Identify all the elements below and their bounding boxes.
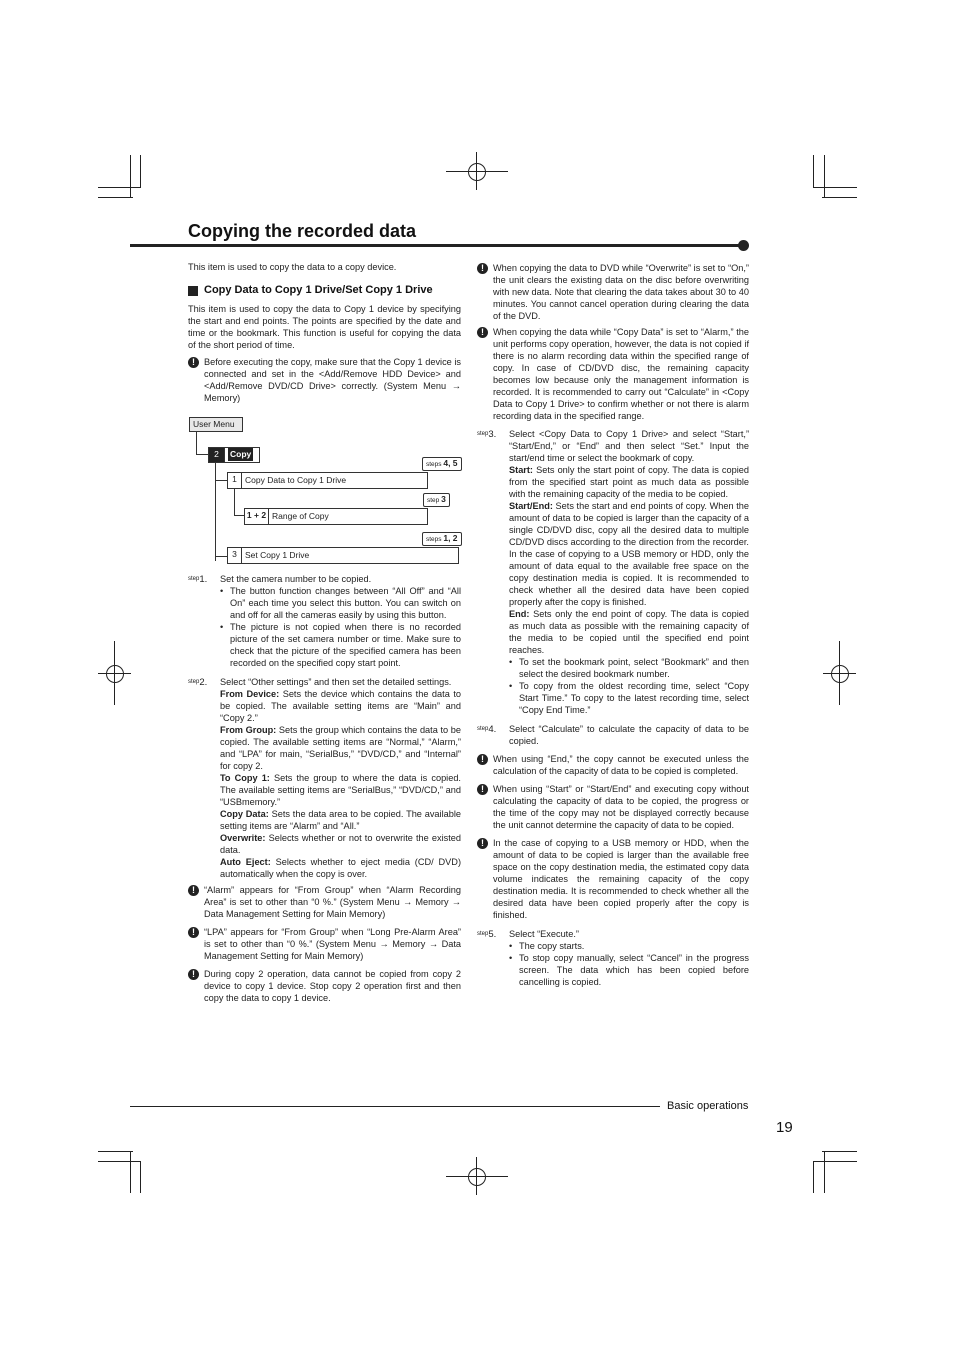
page-number: 19 bbox=[776, 1119, 793, 1136]
steps-4-5-tag: steps 4, 5 bbox=[422, 457, 462, 471]
tree-line bbox=[215, 462, 216, 561]
registration-mark bbox=[468, 1168, 486, 1186]
note-lpa: ! “LPA” appears for “From Group” when “Long Pre-Alarm Area” is set to other than “0 %.” (System Menu → Memory → Data Management Setting for Main Memory) bbox=[188, 926, 461, 962]
caution-icon: ! bbox=[188, 357, 199, 368]
crop-mark bbox=[98, 197, 133, 198]
overwrite-desc: Overwrite: Selects whether or not to overwrite the existed data. bbox=[220, 833, 461, 855]
menu-item-copy-data: 1 Copy Data to Copy 1 Drive bbox=[227, 472, 428, 489]
note-end: ! When using “End,” the copy cannot be executed unless the calculation of the capacity of data to be copied is completed. bbox=[477, 753, 749, 777]
square-bullet-icon bbox=[188, 286, 198, 296]
caution-icon: ! bbox=[477, 838, 488, 849]
page-title: Copying the recorded data bbox=[188, 221, 417, 241]
step-1-label: $^{step}$1. bbox=[188, 574, 208, 585]
steps-1-2-tag: steps 1, 2 bbox=[422, 532, 462, 546]
registration-mark bbox=[106, 665, 124, 683]
section-body: This item is used to copy the data to Copy 1 device by specifying the start and end points. The points are specified by the date and time or the bookmark. This function is useful for copying the data of the short period of time. bbox=[188, 304, 461, 350]
left-column-top bbox=[188, 261, 461, 404]
tree-line bbox=[196, 454, 208, 455]
right-column bbox=[477, 262, 749, 988]
step-3: $^{step}$3. Select <Copy Data to Copy 1 Drive> and select “Start,” “Start/End,” or “End” and then select “Set.” Input the start/end time or select the bookmark of copy. Start: Sets only the start point of copy. The data is copied from the specified start point as much data as possible with the remaining capacity of the media to be copied. Start/End: Sets the start and end points of copy. When the amount of data to be copied is larger than the capacity of a single CD/DVD disc, copy all the desired data to multiple CD/DVD discs according to the direction from the recorder. In the case of copying to a USB memory or HDD, only the amount of data equal to the available free space on the copy destination media is copied. It is recommended to check whether all the desired data have been copied properly after the copy is finished. End: Sets only the end point of copy. The data is copied as much data as possible with the remaining capacity of the media to be copied until the specified end point reaches. • To set the bookmark point, select “Bookmark” and then select the desired bookmark number. • To copy from the oldest recording time, select “Copy Start Time.” To copy to the latest recording time, select “Copy End Time.” bbox=[477, 428, 749, 716]
tree-line bbox=[215, 480, 227, 481]
from-group-desc: From Group: Sets the group which contains the data to be copied. The available setting items are “Normal,” “Alarm,” and “LPA” for main, “SerialBus,” “DVD/CD,” and “Internal” for copy 2. bbox=[220, 725, 461, 771]
registration-mark bbox=[839, 641, 840, 705]
intro-text: This item is used to copy the data to a copy device. bbox=[188, 262, 397, 272]
note-before-copy: ! Before executing the copy, make sure that the Copy 1 device is connected and set in the <Add/Remove HDD Device> and <Add/Remove DVD/CD Drive> correctly. (System Menu → Memory) bbox=[188, 356, 461, 404]
menu-item-set-copy-drive: 3 Set Copy 1 Drive bbox=[227, 547, 459, 564]
crop-mark bbox=[822, 197, 857, 198]
step-4: $^{step}$4. Select “Calculate” to calculate the capacity of data to be copied. bbox=[477, 724, 749, 746]
step-1-bullets: • The button function changes between “All Off” and “All On” each time you select this button. You can switch on and off for all the cameras easily by using this button. • The picture is not copied when there is no recorded picture of the set camera number or time. Make sure to check that the picture of the specified camera has been recorded on the specified copy start point. bbox=[220, 585, 461, 669]
crop-mark bbox=[813, 187, 857, 188]
crop-mark bbox=[98, 1161, 141, 1162]
crop-mark bbox=[822, 1151, 857, 1152]
step-5-label: $^{step}$5. bbox=[477, 929, 497, 940]
note-usb: ! In the case of copying to a USB memory or HDD, when the amount of data to be copied is larger than the available free space on the copy destination media, the estimated copy data volume indicates the remaining capacity of the copy destination media. It is recommended to check whether all the desired data have been copied properly after the copy is finished. bbox=[477, 837, 749, 921]
registration-mark bbox=[114, 641, 115, 705]
title-rule bbox=[130, 244, 742, 247]
title-dot bbox=[738, 240, 749, 251]
registration-mark bbox=[468, 163, 486, 181]
menu-item-number: 1 + 2 bbox=[245, 509, 269, 524]
menu-copy-label: Copy bbox=[230, 449, 252, 459]
note-alarm-copy: ! When copying the data while “Copy Data” is set to “Alarm,” the unit performs copy operation, however, the data is not copied if there is no alarm recording data within the specified range of copy. In case of CD/DVD disc, the remaining capacity becomes low because only the management information is recorded. It is recommended to carry out “Calculate” in <Copy Data to Copy 1 Drive> to confirm whether or not there is alarm recording data in the specified range. bbox=[477, 326, 749, 422]
caution-icon: ! bbox=[477, 327, 488, 338]
menu-item-number: 1 bbox=[228, 473, 242, 488]
footer-rule bbox=[130, 1106, 660, 1107]
step-1: $^{step}$1. Set the camera number to be copied. • The button function changes between “All Off” and “All On” each time you select this button. You can switch on and off for all the cameras easily by using this button. • The picture is not copied when there is no recorded picture of the set camera number or time. Make sure to check that the picture of the specified camera has been recorded on the specified copy start point. bbox=[188, 573, 461, 669]
crop-mark bbox=[140, 1161, 141, 1193]
note-alarm: ! “Alarm” appears for “From Group” when “Alarm Recording Area” is set to other than “0 %.” (System Menu → Memory → Data Management Setting for Main Memory) bbox=[188, 884, 461, 920]
registration-mark bbox=[476, 152, 477, 190]
note-start: ! When using “Start” or “Start/End” and executing copy without calculating the capacity of data to be copied, the progress or the time of the copy may not be displayed correctly because the unit cannot determine the capacity of data to be copied. bbox=[477, 783, 749, 831]
step-2: $^{step}$2. Select “Other settings” and then set the detailed settings. From Device: Sets the device which contains the data to be copied. The available setting items are “Main” and “Copy 2.” From Group: Sets the group which contains the data to be copied. The available setting items are “Normal,” “Alarm,” and “LPA” for main, “SerialBus,” “DVD/CD,” and “Internal” for copy 2. To Copy 1: Sets the group to where the data is copied. The available setting items are “SerialBus,” “DVD/CD,” and “USBmemory.” Copy Data: Sets the data area to be copied. The available setting items are “Alarm” and “All.” Overwrite: Selects whether or not to overwrite the existed data. Auto Eject: Selects whether to eject media (CD/ DVD) automatically when the copy is over. bbox=[188, 677, 461, 879]
from-device-desc: From Device: Sets the device which contains the data to be copied. The available setting items are “Main” and “Copy 2.” bbox=[220, 689, 461, 723]
crop-mark bbox=[130, 155, 131, 198]
auto-eject-desc: Auto Eject: Selects whether to eject media (CD/ DVD) automatically when the copy is over. bbox=[220, 857, 461, 879]
caution-icon: ! bbox=[477, 263, 488, 274]
note-copy2: ! During copy 2 operation, data cannot be copied from copy 2 device to copy 1 device. Stop copy 2 operation first and then copy the data to copy 1 device. bbox=[188, 968, 461, 1004]
crop-mark bbox=[824, 155, 825, 198]
caution-icon: ! bbox=[188, 969, 199, 980]
caution-icon: ! bbox=[477, 754, 488, 765]
crop-mark bbox=[140, 155, 141, 188]
registration-mark bbox=[476, 1157, 477, 1195]
registration-mark bbox=[446, 1176, 508, 1177]
step-3-tag: step 3 bbox=[423, 493, 450, 507]
left-column-steps bbox=[188, 573, 461, 1004]
step-5: $^{step}$5. Select “Execute.” • The copy starts. • To stop copy manually, select “Cancel” in the progress screen. The data which has been copied before cancelling is copied. bbox=[477, 928, 749, 988]
startend-desc: Start/End: Sets the start and end points of copy. When the amount of data to be copied is larger than the capacity of a single CD/DVD disc, copy all the desired data to multiple CD/DVD discs according to the direction from the recorder. In the case of copying to a USB memory or HDD, only the amount of data equal to the available free space on the copy destination media is copied. It is recommended to check whether all the desired data have been copied properly after the copy is finished. bbox=[509, 501, 749, 607]
step-3-bullets: • To set the bookmark point, select “Bookmark” and then select the desired bookmark number. • To copy from the oldest recording time, select “Copy Start Time.” To copy to the latest recording time, select “Copy End Time.” bbox=[509, 656, 749, 716]
crop-mark bbox=[813, 155, 814, 188]
step-4-label: $^{step}$4. bbox=[477, 724, 497, 735]
to-copy-desc: To Copy 1: Sets the group to where the data is copied. The available setting items are “SerialBus,” “DVD/CD,” and “USBmemory.” bbox=[220, 773, 461, 807]
menu-copy-number: 2 bbox=[209, 448, 225, 462]
copy-data-desc: Copy Data: Sets the data area to be copied. The available setting items are “Alarm” and “All.” bbox=[220, 809, 461, 831]
crop-mark bbox=[824, 1151, 825, 1193]
tree-line bbox=[234, 488, 235, 516]
menu-user-menu: User Menu bbox=[189, 417, 243, 432]
step-2-label: $^{step}$2. bbox=[188, 677, 208, 688]
caution-icon: ! bbox=[188, 885, 199, 896]
tree-line bbox=[215, 556, 227, 557]
start-desc: Start: Sets only the start point of copy. The data is copied from the specified start point as much data as possible with the remaining capacity of the media to be copied. bbox=[509, 465, 749, 499]
registration-mark bbox=[446, 171, 508, 172]
crop-mark bbox=[813, 1161, 814, 1193]
menu-copy bbox=[208, 447, 260, 463]
step-5-bullets: • The copy starts. • To stop copy manually, select “Cancel” in the progress screen. The data which has been copied before cancelling is copied. bbox=[509, 940, 749, 988]
registration-mark bbox=[831, 665, 849, 683]
caution-icon: ! bbox=[477, 784, 488, 795]
crop-mark bbox=[98, 187, 141, 188]
footer-section-name: Basic operations bbox=[667, 1100, 749, 1112]
crop-mark bbox=[813, 1161, 857, 1162]
section-heading: Copy Data to Copy 1 Drive/Set Copy 1 Drive bbox=[188, 284, 461, 296]
end-desc: End: Sets only the end point of copy. The data is copied as much data as possible with the remaining capacity of the media to be copied until the specified end point reaches. bbox=[509, 609, 749, 655]
menu-item-range-of-copy: 1 + 2 Range of Copy bbox=[244, 508, 428, 525]
tree-line bbox=[196, 431, 197, 455]
crop-mark bbox=[130, 1151, 131, 1193]
step-3-label: $^{step}$3. bbox=[477, 429, 497, 440]
crop-mark bbox=[98, 1151, 133, 1152]
tree-line bbox=[234, 515, 244, 516]
menu-item-number: 3 bbox=[228, 548, 242, 563]
note-dvd-overwrite: ! When copying the data to DVD while “Overwrite” is set to “On,” the unit clears the existing data on the disc before overwriting with new data. Note that clearing the data takes about 30 to 40 minutes. You cannot cancel operation during clearing the data of the DVD. bbox=[477, 262, 749, 322]
caution-icon: ! bbox=[188, 927, 199, 938]
